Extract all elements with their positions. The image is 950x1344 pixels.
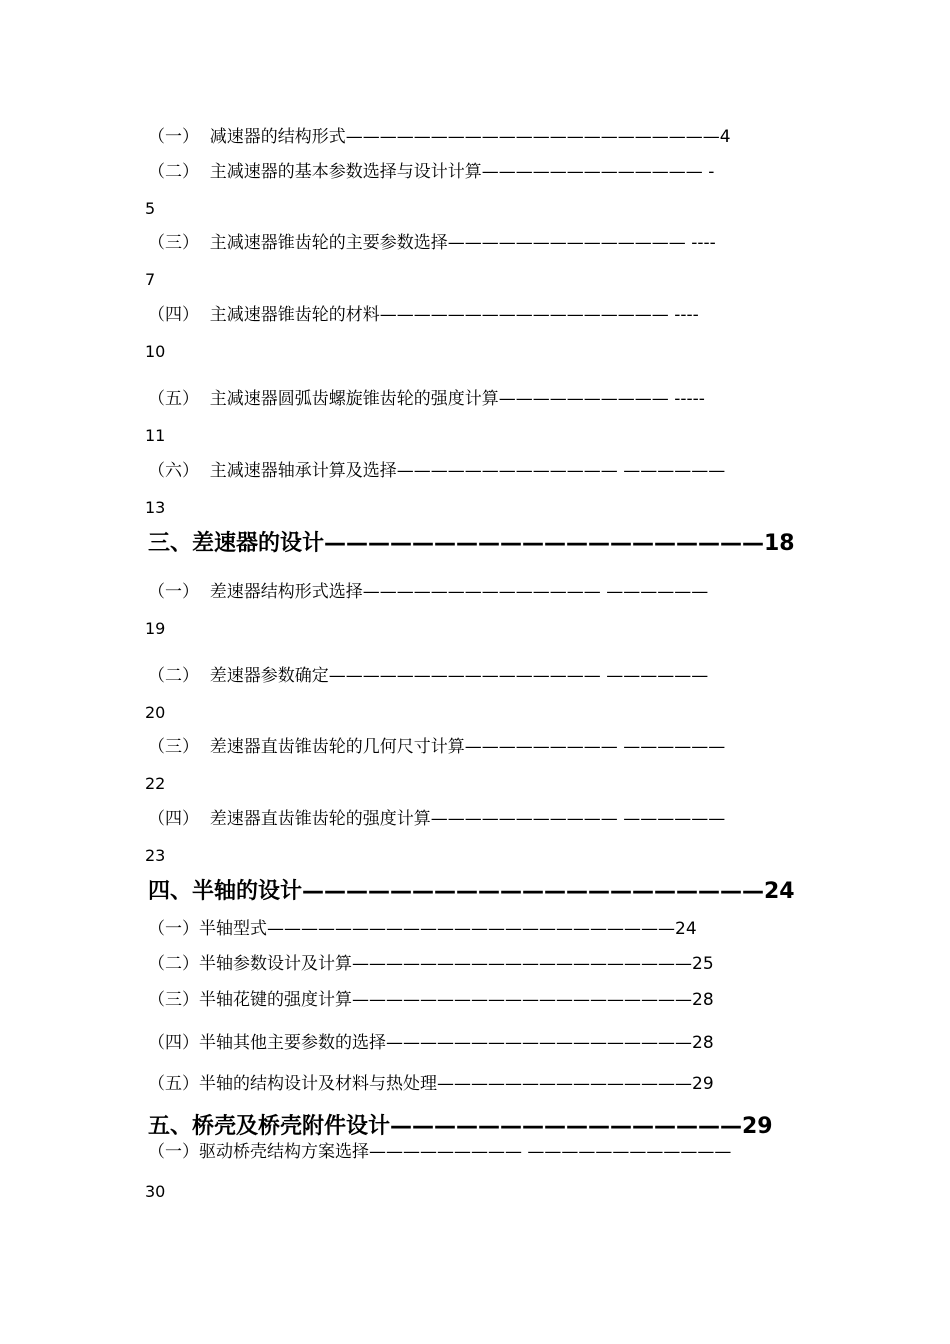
toc-page-number: 11 (145, 426, 166, 445)
toc-entry-straight-bevel-geometry: （三） 差速器直齿锥齿轮的几何尺寸计算————————— —————— (148, 737, 726, 757)
toc-section-differential: 三、差速器的设计————————————————————18 (148, 531, 795, 556)
toc-entry-reducer-structure: （一） 减速器的结构形式——————————————————————4 (148, 127, 731, 147)
toc-page-number: 10 (145, 342, 166, 361)
toc-page-number: 5 (145, 199, 156, 218)
toc-page-number: 30 (145, 1182, 166, 1201)
toc-section-half-shaft: 四、半轴的设计—————————————————————24 (148, 879, 795, 904)
toc-entry-bevel-gear-parameters: （三） 主减速器锥齿轮的主要参数选择—————————————— ---- (148, 233, 716, 253)
toc-entry-main-reducer-parameters: （二） 主减速器的基本参数选择与设计计算————————————— - (148, 162, 715, 182)
toc-entry-differential-structure: （一） 差速器结构形式选择—————————————— —————— (148, 582, 709, 602)
toc-page-number: 13 (145, 498, 166, 517)
toc-page-number: 22 (145, 774, 166, 793)
toc-entry-straight-bevel-strength: （四） 差速器直齿锥齿轮的强度计算——————————— —————— (148, 809, 726, 829)
toc-entry-structure-material: （五）半轴的结构设计及材料与热处理———————————————29 (148, 1074, 714, 1094)
toc-page-number: 7 (145, 270, 156, 289)
toc-entry-half-shaft-parameters: （二）半轴参数设计及计算————————————————————25 (148, 954, 714, 974)
toc-entry-bearing-calculation: （六） 主减速器轴承计算及选择————————————— —————— (148, 461, 726, 481)
toc-entry-half-shaft-type: （一）半轴型式————————————————————————24 (148, 919, 697, 939)
toc-section-axle-housing: 五、桥壳及桥壳附件设计————————————————29 (148, 1114, 773, 1139)
toc-entry-spiral-bevel-strength: （五） 主减速器圆弧齿螺旋锥齿轮的强度计算—————————— ----- (148, 389, 705, 409)
toc-entry-bevel-gear-material: （四） 主减速器锥齿轮的材料————————————————— ---- (148, 305, 699, 325)
toc-page-number: 19 (145, 619, 166, 638)
toc-page-number: 23 (145, 846, 166, 865)
toc-entry-differential-parameters: （二） 差速器参数确定———————————————— —————— (148, 666, 709, 686)
toc-entry-spline-strength: （三）半轴花键的强度计算————————————————————28 (148, 990, 714, 1010)
toc-page-number: 20 (145, 703, 166, 722)
toc-entry-axle-housing-scheme: （一）驱动桥壳结构方案选择————————— ———————————— (148, 1142, 732, 1162)
toc-entry-other-parameters: （四）半轴其他主要参数的选择——————————————————28 (148, 1033, 714, 1053)
